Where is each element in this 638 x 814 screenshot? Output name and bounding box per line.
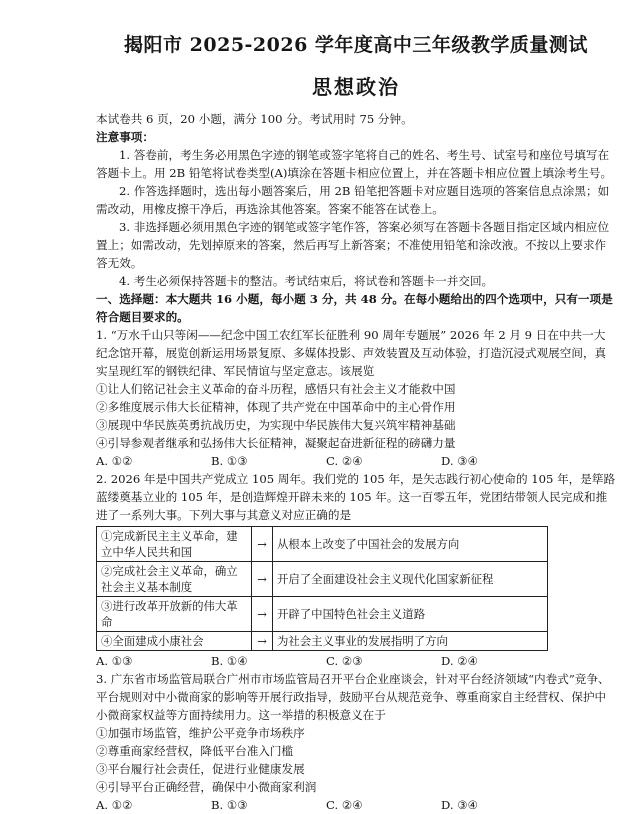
question-2-stem: 2. 2026 年是中国共产党成立 105 周年。我们党的 105 年，是矢志践行初心使命的 105 年，是筚路蓝缕奠基立业的 105 年，是创造辉煌开辟未来的 105 年。这一百零五年，党团结带领人民完成和推进了一系列大事。下列大事与其意义对应正确的是 bbox=[96, 472, 616, 522]
meaning-cell: 从根本上改变了中国社会的发展方向 bbox=[273, 527, 548, 562]
meaning-cell: 开启了全面建设社会主义现代化国家新征程 bbox=[273, 562, 548, 597]
arrow-cell: → bbox=[252, 632, 273, 651]
note-item: 2. 作答选择题时，选出每小题答案后，用 2B 铅笔把答题卡对应题目选项的答案信息点涂黑；如需改动，用橡皮擦干净后，再选涂其他答案。答案不能答在试卷上。 bbox=[96, 184, 610, 216]
note-item: 1. 答卷前，考生务必用黑色字迹的钢笔或签字笔将自己的姓名、考生号、试室号和座位号填写在答题卡上。用 2B 铅笔将试卷类型(A)填涂在答题卡相应位置上，并在答题卡相应位置上填涂考生号。 bbox=[96, 148, 613, 180]
question-1-item: ④引导参观者继承和弘扬伟大长征精神，凝聚起奋进新征程的磅礴力量 bbox=[96, 436, 456, 450]
arrow-cell: → bbox=[252, 527, 273, 562]
option-d: D. ②④ bbox=[441, 654, 479, 668]
exam-overview: 本试卷共 6 页，20 小题，满分 100 分。考试用时 75 分钟。 bbox=[96, 112, 413, 126]
question-1-item: ①让人们铭记社会主义革命的奋斗历程，感悟只有社会主义才能救中国 bbox=[96, 382, 456, 396]
question-3-stem: 3. 广东省市场监管局联合广州市市场监管局召开平台企业座谈会，针对平台经济领域“内卷式”竞争、平台规则对中小微商家的影响等开展行政指导，鼓励平台从规范竞争、尊重商家自主经营权、保护中小微商家权益等方面持续用力。这一举措的积极意义在于 bbox=[96, 672, 610, 722]
arrow-cell: → bbox=[252, 562, 273, 597]
question-3-item: ④引导平台正确经营，确保中小微商家利润 bbox=[96, 780, 317, 794]
question-1-item: ③展现中华民族英勇抗战历史，为实现中华民族伟大复兴筑牢精神基础 bbox=[96, 418, 456, 432]
option-c: C. ②④ bbox=[326, 454, 363, 468]
event-cell: ①完成新民主主义革命，建立中华人民共和国 bbox=[97, 527, 252, 562]
option-b: B. ①③ bbox=[211, 454, 248, 468]
arrow-cell: → bbox=[252, 597, 273, 632]
table-row bbox=[97, 597, 548, 632]
option-a: A. ①② bbox=[96, 454, 133, 468]
option-d: D. ③④ bbox=[441, 798, 479, 812]
option-b: B. ①③ bbox=[211, 798, 248, 812]
table-row bbox=[97, 632, 548, 651]
exam-title: 揭阳市 2025-2026 学年度高中三年级教学质量测试 bbox=[124, 34, 588, 56]
option-c: C. ②③ bbox=[326, 654, 363, 668]
option-c: C. ②④ bbox=[326, 798, 363, 812]
option-b: B. ①④ bbox=[211, 654, 248, 668]
subject-title: 思想政治 bbox=[312, 75, 400, 99]
event-cell: ③进行改革开放新的伟大革命 bbox=[97, 597, 252, 632]
note-item: 4. 考生必须保持答题卡的整洁。考试结束后，将试卷和答题卡一并交回。 bbox=[119, 274, 494, 288]
question-1-item: ②多维度展示伟大长征精神，体现了共产党在中国革命中的主心骨作用 bbox=[96, 400, 456, 414]
table-row bbox=[97, 527, 548, 562]
meaning-cell: 为社会主义事业的发展指明了方向 bbox=[273, 632, 548, 651]
option-a: A. ①③ bbox=[96, 654, 133, 668]
option-d: D. ③④ bbox=[441, 454, 479, 468]
question-1-options bbox=[96, 452, 616, 470]
notes-title: 注意事项： bbox=[96, 130, 154, 144]
section-header: 一、选择题：本大题共 16 小题，每小题 3 分，共 48 分。在每小题给出的四个选项中，只有一项是符合题目要求的。 bbox=[96, 292, 613, 324]
event-cell: ④全面建成小康社会 bbox=[97, 632, 252, 651]
question-3-options bbox=[96, 796, 616, 814]
note-item: 3. 非选择题必须用黑色字迹的钢笔或签字笔作答，答案必须写在答题卡各题目指定区域内相应位置上；如需改动，先划掉原来的答案，然后再写上新答案；不准使用铅笔和涂改液。不按以上要求作答无效。 bbox=[96, 220, 610, 270]
question-1-stem: 1. “万水千山只等闲——纪念中国工农红军长征胜利 90 周年专题展” 2026 年 2 月 9 日在中共一大纪念馆开幕，展览创新运用场景复原、多媒体投影、声效装置及互动体验，打造沉浸式观展空间，真实呈现红军的钢铁纪律、军民情谊与坚定意志。该展览 bbox=[96, 328, 607, 378]
meaning-cell: 开辟了中国特色社会主义道路 bbox=[273, 597, 548, 632]
table-row bbox=[97, 562, 548, 597]
event-meaning-table bbox=[96, 526, 548, 651]
question-3-item: ①加强市场监管，维护公平竞争市场秩序 bbox=[96, 726, 305, 740]
question-3-item: ②尊重商家经营权，降低平台准入门槛 bbox=[96, 744, 294, 758]
event-cell: ②完成社会主义革命，确立社会主义基本制度 bbox=[97, 562, 252, 597]
option-a: A. ①② bbox=[96, 798, 133, 812]
question-2-options bbox=[96, 652, 616, 670]
question-3-item: ③平台履行社会责任，促进行业健康发展 bbox=[96, 762, 305, 776]
